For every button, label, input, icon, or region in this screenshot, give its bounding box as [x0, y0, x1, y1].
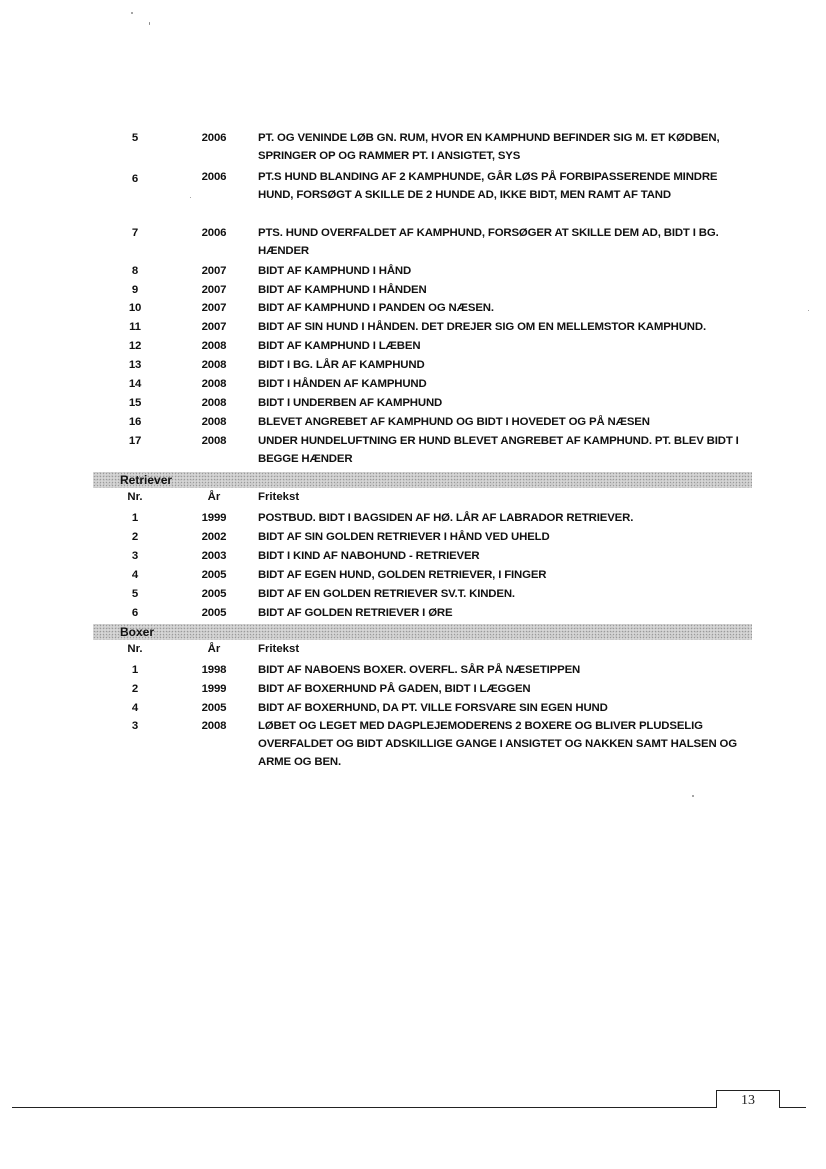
- footer-rule-right: [779, 1107, 806, 1108]
- row-nr: 5: [131, 132, 139, 144]
- row-year: 1998: [201, 664, 227, 676]
- row-text-line: ARME OG BEN.: [258, 756, 342, 768]
- header-nr: Nr.: [127, 491, 143, 503]
- row-text: BIDT AF SIN GOLDEN RETRIEVER I HÅND VED UHELD: [258, 531, 550, 543]
- row-nr: 11: [129, 321, 141, 333]
- row-text-line: PT.S HUND BLANDING AF 2 KAMPHUNDE, GÅR LØS PÅ FORBIPASSERENDE MINDRE: [258, 171, 718, 183]
- row-nr: 14: [128, 378, 142, 390]
- row-nr: 1: [131, 664, 139, 676]
- row-text-line: SPRINGER OP OG RAMMER PT. I ANSIGTET, SYS: [258, 150, 521, 162]
- row-text-line: BEGGE HÆNDER: [258, 453, 353, 465]
- row-year: 2007: [201, 302, 227, 314]
- row-text: BIDT AF SIN HUND I HÅNDEN. DET DREJER SIG OM EN MELLEMSTOR KAMPHUND.: [258, 321, 706, 333]
- row-nr: 2: [131, 683, 139, 695]
- row-nr: 7: [131, 227, 139, 239]
- header-text: Fritekst: [258, 491, 300, 503]
- footer-bracket-left: [716, 1090, 717, 1108]
- row-text: BIDT AF KAMPHUND I HÅNDEN: [258, 284, 427, 296]
- row-text: BIDT AF BOXERHUND, DA PT. VILLE FORSVARE SIN EGEN HUND: [258, 702, 608, 714]
- section-title: Boxer: [120, 625, 155, 639]
- section-title: Retriever: [120, 473, 173, 487]
- header-text: Fritekst: [258, 643, 300, 655]
- row-text: BIDT AF KAMPHUND I PANDEN OG NÆSEN.: [258, 302, 494, 314]
- row-text: [258, 432, 743, 468]
- row-text: BIDT AF GOLDEN RETRIEVER I ØRE: [258, 607, 453, 619]
- row-nr: 13: [128, 359, 142, 371]
- row-text-line: LØBET OG LEGET MED DAGPLEJEMODERENS 2 BOXERE OG BLIVER PLUDSELIG: [258, 720, 703, 732]
- scan-speck: [131, 12, 133, 14]
- row-year: 2003: [201, 550, 227, 562]
- row-nr: 2: [131, 531, 139, 543]
- row-nr: 4: [131, 702, 139, 714]
- row-year: 2007: [201, 265, 227, 277]
- row-nr: 17: [128, 435, 142, 447]
- section-band-retriever: [93, 472, 752, 488]
- row-nr: 8: [131, 265, 139, 277]
- row-year: 2008: [201, 359, 227, 371]
- section-band-boxer: [93, 624, 752, 640]
- row-text: BLEVET ANGREBET AF KAMPHUND OG BIDT I HOVEDET OG PÅ NÆSEN: [258, 416, 650, 428]
- row-text: BIDT I KIND AF NABOHUND - RETRIEVER: [258, 550, 480, 562]
- row-year: 1999: [201, 683, 227, 695]
- row-year: 2008: [201, 416, 227, 428]
- row-text: BIDT AF BOXERHUND PÅ GADEN, BIDT I LÆGGEN: [258, 683, 531, 695]
- row-text-line: HÆNDER: [258, 245, 309, 257]
- row-nr: 9: [131, 284, 139, 296]
- row-year: 2005: [201, 702, 227, 714]
- row-year: 2008: [201, 340, 227, 352]
- scan-speck: [808, 310, 809, 311]
- page-number: 13: [741, 1093, 755, 1108]
- row-year: 2006: [201, 171, 227, 183]
- row-text-line: OVERFALDET OG BIDT ADSKILLIGE GANGE I ANSIGTET OG NAKKEN SAMT HALSEN OG: [258, 738, 737, 750]
- row-year: 2007: [201, 321, 227, 333]
- row-year: 2006: [201, 227, 227, 239]
- row-text: BIDT I HÅNDEN AF KAMPHUND: [258, 378, 427, 390]
- row-nr: 1: [131, 512, 139, 524]
- row-nr: 3: [131, 720, 139, 732]
- scan-speck: [190, 197, 191, 198]
- row-nr: 3: [131, 550, 139, 562]
- row-text: BIDT I UNDERBEN AF KAMPHUND: [258, 397, 443, 409]
- row-text: BIDT AF EN GOLDEN RETRIEVER SV.T. KINDEN.: [258, 588, 515, 600]
- row-nr: 16: [128, 416, 142, 428]
- row-year: 2005: [201, 588, 227, 600]
- row-text: BIDT AF KAMPHUND I HÅND: [258, 265, 412, 277]
- row-text-line: HUND, FORSØGT A SKILLE DE 2 HUNDE AD, IKKE BIDT, MEN RAMT AF TAND: [258, 189, 671, 201]
- row-text: [258, 717, 743, 771]
- row-nr: 15: [128, 397, 142, 409]
- row-nr: 10: [128, 302, 142, 314]
- row-nr: 5: [131, 588, 139, 600]
- row-nr: 6: [131, 173, 139, 185]
- footer-bracket-top: [716, 1090, 780, 1091]
- header-nr: Nr.: [127, 643, 143, 655]
- row-text-line: PTS. HUND OVERFALDET AF KAMPHUND, FORSØGER AT SKILLE DEM AD, BIDT I BG.: [258, 227, 719, 239]
- row-year: 2002: [201, 531, 227, 543]
- row-text: POSTBUD. BIDT I BAGSIDEN AF HØ. LÅR AF LABRADOR RETRIEVER.: [258, 512, 634, 524]
- row-year: 2008: [201, 397, 227, 409]
- footer-rule-left: [12, 1107, 716, 1108]
- row-nr: 6: [131, 607, 139, 619]
- row-text: [258, 129, 743, 165]
- row-text-line: UNDER HUNDELUFTNING ER HUND BLEVET ANGREBET AF KAMPHUND. PT. BLEV BIDT I: [258, 435, 739, 447]
- scan-speck: [692, 795, 694, 797]
- row-nr: 4: [131, 569, 139, 581]
- row-year: 1999: [201, 512, 227, 524]
- row-text: BIDT I BG. LÅR AF KAMPHUND: [258, 359, 425, 371]
- row-year: 2008: [201, 378, 227, 390]
- header-year: År: [207, 491, 221, 503]
- row-text: [258, 224, 743, 260]
- row-year: 2005: [201, 607, 227, 619]
- header-year: År: [207, 643, 221, 655]
- row-text: BIDT AF KAMPHUND I LÆBEN: [258, 340, 421, 352]
- footer-bracket-right: [779, 1090, 780, 1108]
- row-year: 2007: [201, 284, 227, 296]
- scan-speck: [149, 22, 150, 25]
- row-text-line: PT. OG VENINDE LØB GN. RUM, HVOR EN KAMPHUND BEFINDER SIG M. ET KØDBEN,: [258, 132, 720, 144]
- row-text: [258, 168, 743, 204]
- row-text: BIDT AF NABOENS BOXER. OVERFL. SÅR PÅ NÆSETIPPEN: [258, 664, 581, 676]
- row-year: 2006: [201, 132, 227, 144]
- row-year: 2008: [201, 435, 227, 447]
- row-year: 2005: [201, 569, 227, 581]
- row-year: 2008: [201, 720, 227, 732]
- row-nr: 12: [128, 340, 142, 352]
- row-text: BIDT AF EGEN HUND, GOLDEN RETRIEVER, I FINGER: [258, 569, 547, 581]
